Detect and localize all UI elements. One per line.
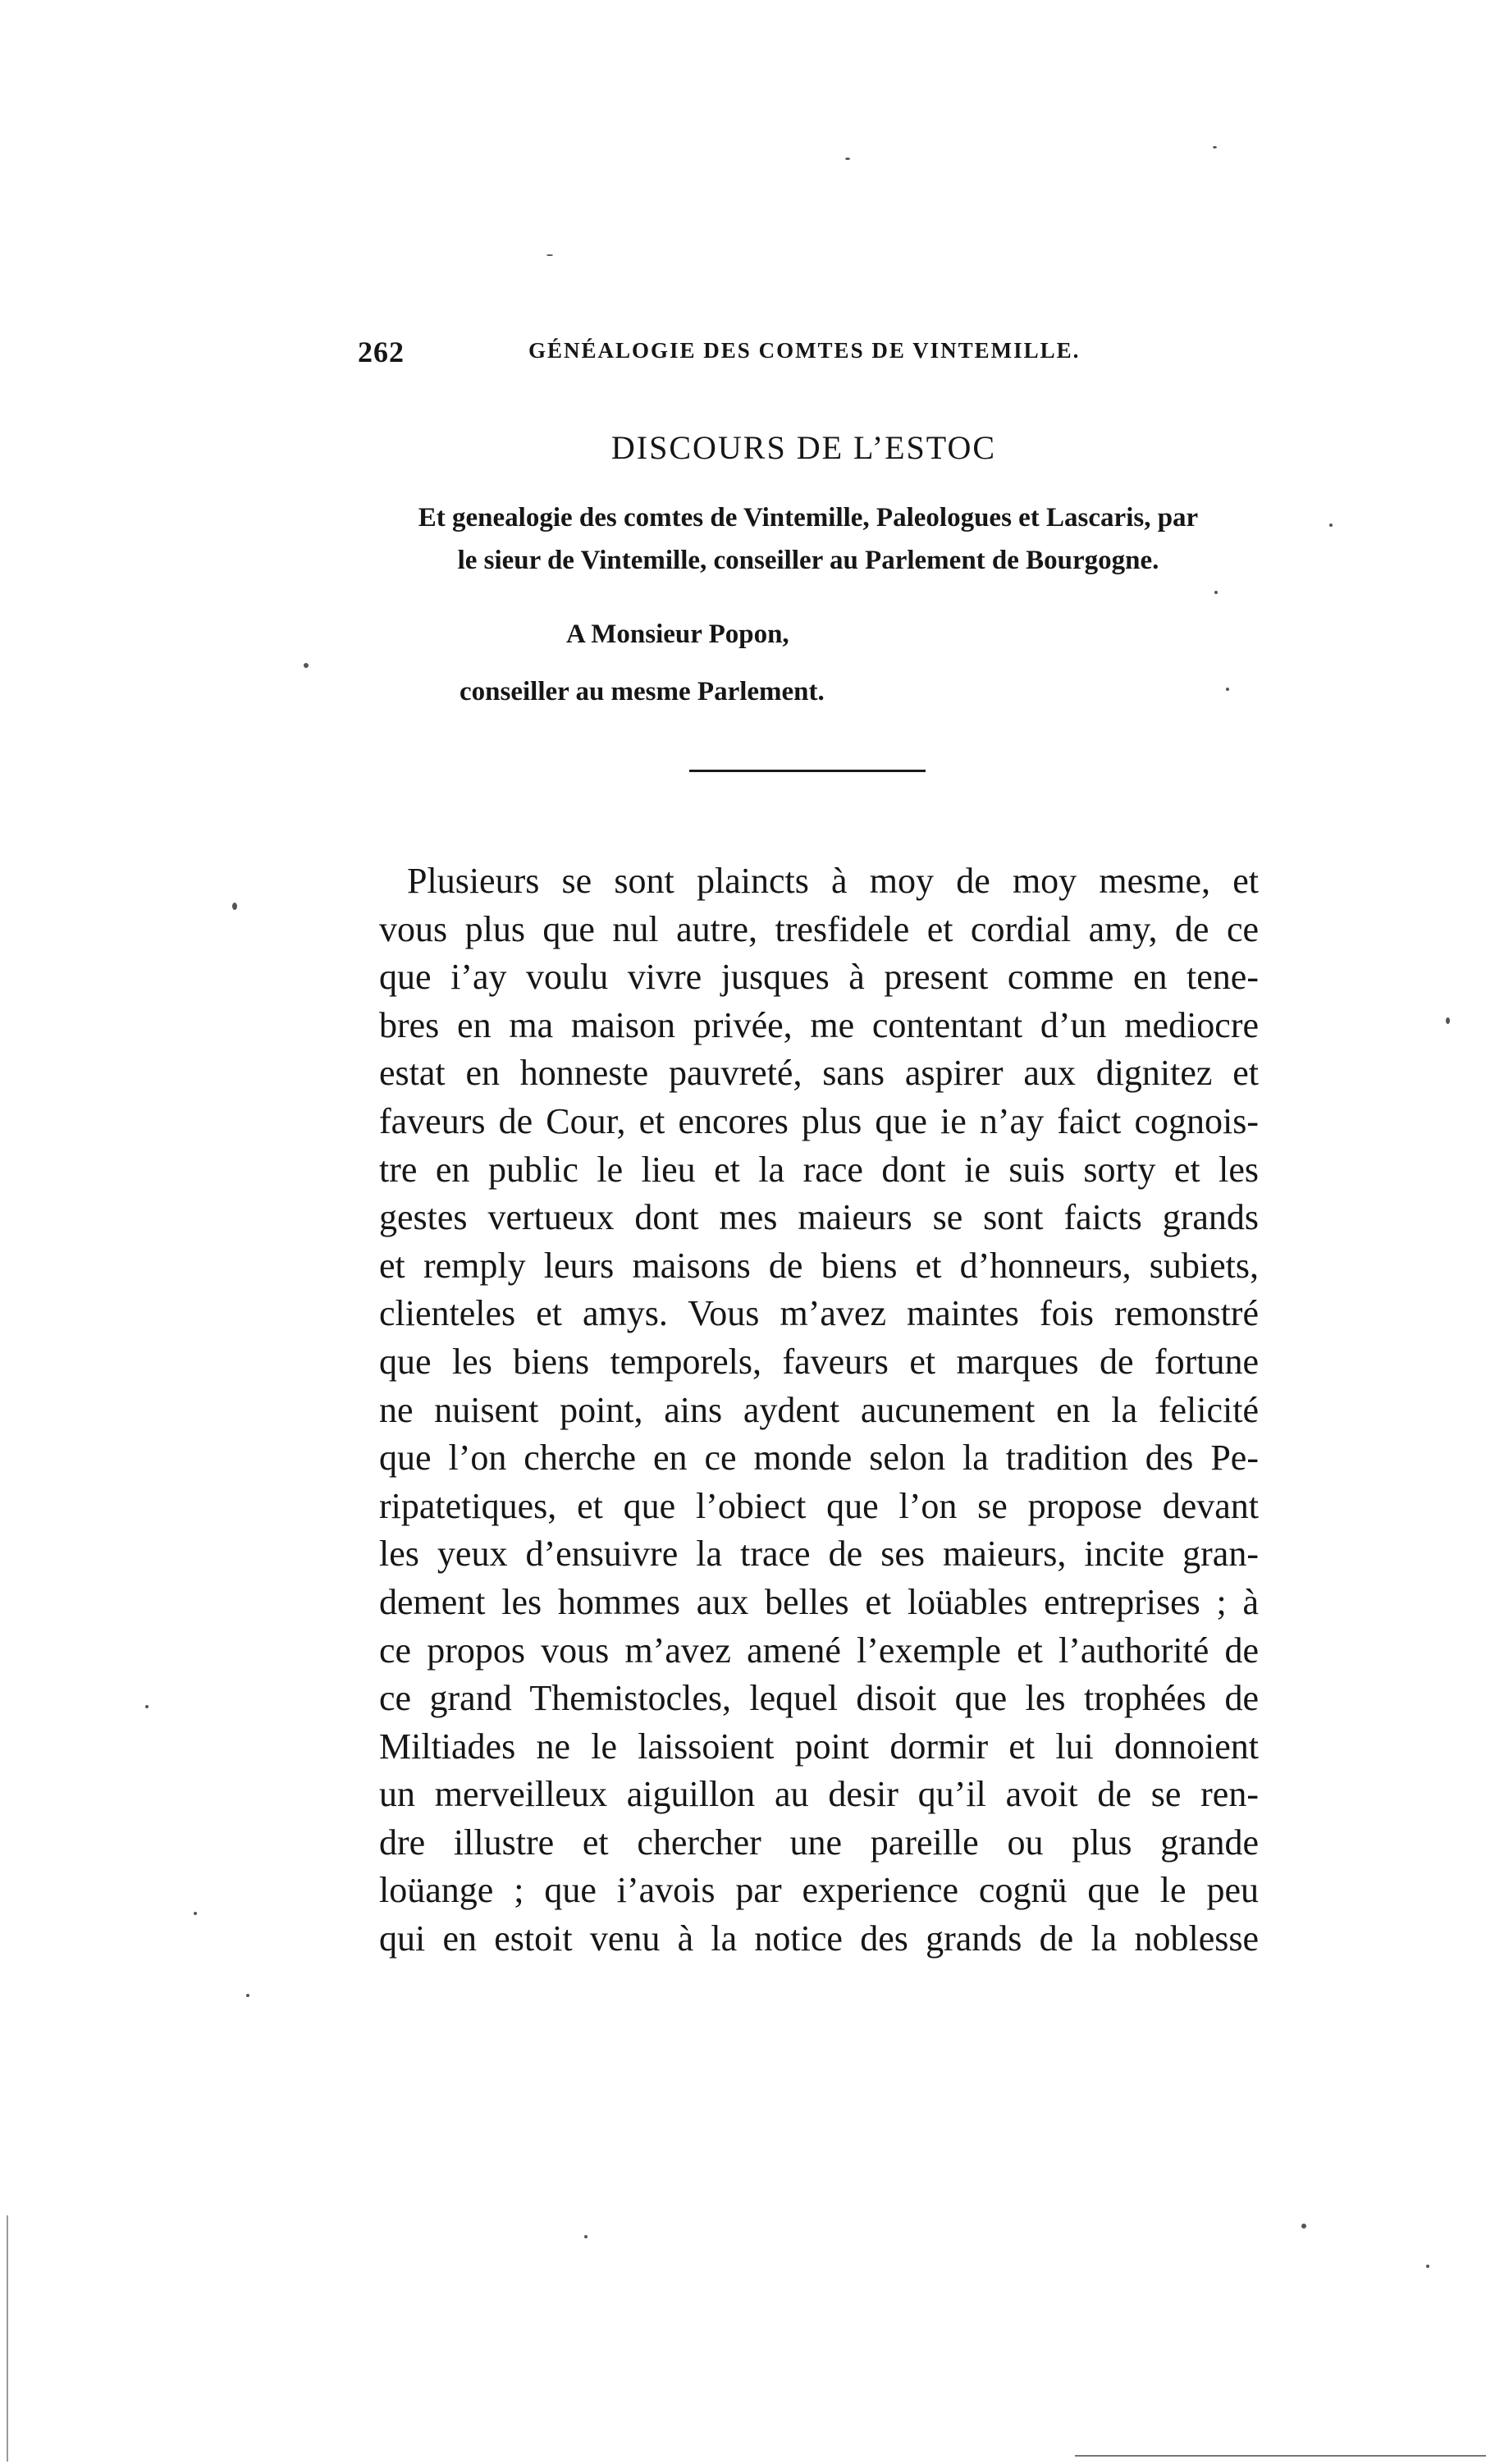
body-line: bres en ma maison privée, me contentant d’un mediocre — [379, 1004, 1259, 1045]
scan-speck — [1329, 523, 1333, 527]
scan-speck — [845, 158, 850, 160]
body-line: vous plus que nul autre, tresfidele et cordial amy, de ce — [379, 908, 1259, 949]
section-title: DISCOURS DE L’ESTOC — [610, 429, 997, 466]
scan-speck — [1301, 2224, 1306, 2229]
scan-speck — [546, 254, 553, 256]
subtitle-line: Et genealogie des comtes de Vintemille, Paleologues et Lascaris, par — [418, 503, 1199, 533]
body-paragraph — [379, 857, 1259, 1963]
body-line: ce propos vous m’avez amené l’exemple et l’authorité de — [379, 1630, 1259, 1671]
body-line: Plusieurs se sont plaincts à moy de moy mesme, et — [407, 861, 1259, 901]
scan-speck — [584, 2235, 588, 2238]
scan-bottom-rule — [1075, 2455, 1486, 2457]
section-subtitle — [353, 496, 1264, 582]
body-line: Miltiades ne le laissoient point dormir et lui donnoient — [379, 1726, 1259, 1767]
body-line: estat en honneste pauvreté, sans aspirer aux dignitez et — [379, 1053, 1259, 1094]
body-line: les yeux d’ensuivre la trace de ses maieurs, incite gran- — [379, 1534, 1259, 1575]
scan-speck — [1446, 1017, 1450, 1024]
scan-speck — [1214, 591, 1218, 594]
dedication-recipient: A Monsieur Popon, — [566, 619, 789, 649]
scan-speck — [194, 1912, 197, 1915]
scan-speck — [145, 1705, 149, 1708]
body-line: qui en estoit venu à la notice des grands de la noblesse — [379, 1918, 1259, 1959]
body-line: gestes vertueux dont mes maieurs se sont faicts grands — [379, 1197, 1259, 1238]
body-line: dement les hommes aux belles et loüables entreprises ; à — [379, 1581, 1259, 1622]
scan-speck — [246, 1994, 249, 1997]
running-head — [358, 335, 1178, 376]
body-line: que l’on cherche en ce monde selon la tradition des Pe- — [379, 1438, 1259, 1479]
body-line: ne nuisent point, ains aydent aucunement en la felicité — [379, 1389, 1259, 1430]
body-line: un merveilleux aiguillon au desir qu’il avoit de se ren- — [379, 1774, 1259, 1815]
body-line: que i’ay voulu vivre jusques à present comme en tene- — [379, 957, 1259, 998]
section-divider-rule — [689, 770, 926, 772]
page-number: 262 — [358, 336, 405, 368]
body-line: ce grand Themistocles, lequel disoit que les trophées de — [379, 1678, 1259, 1719]
subtitle-line: le sieur de Vintemille, conseiller au Parlement de Bourgogne. — [457, 546, 1159, 575]
body-line: et remply leurs maisons de biens et d’honneurs, subiets, — [379, 1245, 1259, 1286]
body-line: que les biens temporels, faveurs et marques de fortune — [379, 1341, 1259, 1382]
scan-speck — [1426, 2265, 1429, 2268]
body-line: tre en public le lieu et la race dont ie suis sorty et les — [379, 1149, 1259, 1190]
scan-speck — [1213, 146, 1217, 149]
body-line: dre illustre et chercher une pareille ou plus grande — [379, 1822, 1259, 1863]
scan-speck — [304, 663, 309, 668]
dedication-role: conseiller au mesme Parlement. — [460, 677, 825, 706]
body-line: clienteles et amys. Vous m’avez maintes fois remonstré — [379, 1293, 1259, 1334]
body-line: faveurs de Cour, et encores plus que ie n’ay faict cognois- — [379, 1100, 1259, 1141]
running-title: GÉNÉALOGIE DES COMTES DE VINTEMILLE. — [528, 338, 1081, 363]
scan-speck — [1226, 688, 1229, 691]
body-line: ripatetiques, et que l’obiect que l’on se propose devant — [379, 1485, 1259, 1526]
scan-edge-mark — [7, 2215, 8, 2462]
scan-speck — [232, 903, 237, 910]
body-line: loüange ; que i’avois par experience cognü que le peu — [379, 1870, 1259, 1911]
